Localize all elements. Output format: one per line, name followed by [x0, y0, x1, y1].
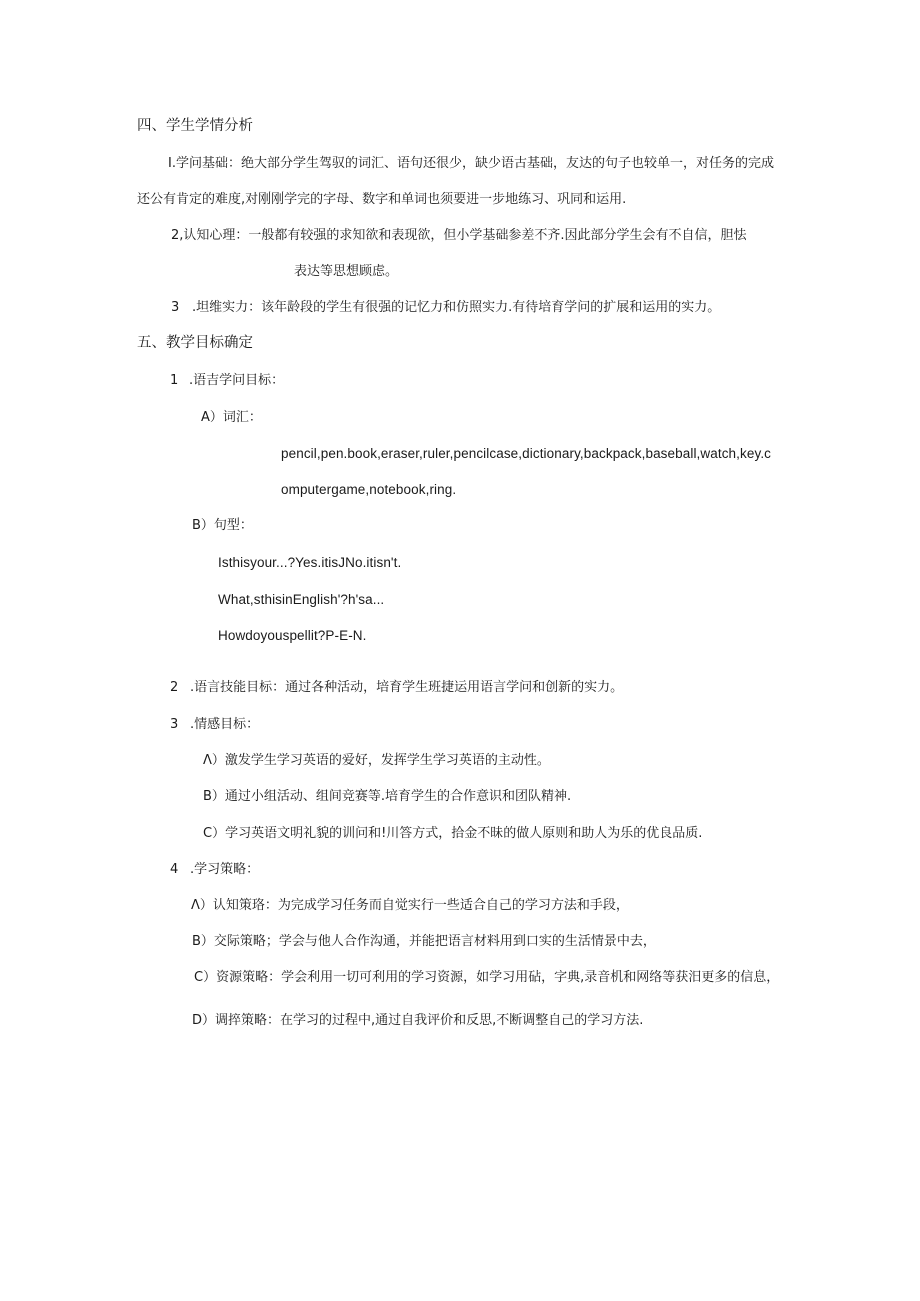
goal-4-item-a: Λ）认知策珞：为完成学习任务而自觉实行一些适合自己的学习方法和手段，: [191, 898, 629, 913]
goal-1-vocabulary-words-line-2: omputergame,notebook,ring.: [281, 482, 457, 497]
goal-3-number: 3: [170, 717, 179, 732]
section-4-heading: 四、学生学情分析: [137, 118, 253, 134]
goal-3-title: .情感目标：: [190, 717, 260, 732]
analysis-item-1-line-2: 还公有肯定的难度,对刚刚学完的字母、数字和单词也须要进一步地练习、巩同和运用.: [137, 192, 627, 207]
goal-1-vocabulary-label: A）词汇：: [201, 410, 262, 425]
sentence-pattern-2: What,sthisinEnglish'?h'sa...: [218, 592, 385, 607]
analysis-item-1-line-1: I.学问基础：绝大部分学生驾驭的词汇、语句还很少，缺少语古基础，友达的句子也较单一，对任务的完成: [168, 156, 774, 171]
goal-4-number: 4: [170, 862, 179, 877]
section-5-heading: 五、教学目标确定: [137, 335, 253, 351]
goal-3-item-a: Λ）激发学生学习英语的爱好，发挥学生学习英语的主动性。: [203, 753, 550, 768]
goal-2-number: 2: [170, 680, 179, 695]
analysis-item-3-text: .坦维实力：该年龄段的学生有很强的记忆力和仿照实力.有待培育学问的扩展和运用的实力。: [192, 300, 721, 315]
sentence-pattern-1: Isthisyour...?Yes.itisJNo.itisn't.: [218, 555, 402, 570]
goal-1-number: 1: [170, 373, 179, 388]
goal-1-title: .语吉学问目标：: [189, 373, 285, 388]
sentence-pattern-3: Howdoyouspellit?P-E-N.: [218, 628, 367, 643]
analysis-item-2-line-2: 表达等思想顾虑。: [294, 264, 399, 279]
analysis-item-3-number: 3: [171, 300, 180, 315]
goal-3-item-b: B）通过小组活动、组间竞赛等.培育学生的合作意识和团队精神.: [203, 789, 572, 804]
goal-1-vocabulary-words-line-1: pencil,pen.book,eraser,ruler,pencilcase,dictionary,backpack,baseball,watch,key.c: [281, 446, 772, 461]
goal-1-sentence-pattern-label: B）句型：: [192, 518, 253, 533]
goal-4-item-b: B）交际策略；学会与他人合作沟通，并能把语言材料用到口实的生活情景中去，: [192, 934, 656, 949]
analysis-item-2-line-1: 2,认知心理：一般都有较强的求知欲和表现欲，但小学基础参差不齐.因此部分学生会有不自信，胆怯: [171, 228, 747, 243]
goal-3-item-c: C）学习英语文明礼貌的训问和!川答方式，拾金不昧的做人原则和助人为乐的优良品质.: [203, 826, 703, 841]
goal-4-item-d: D）调捽策略：在学习的过程中,通过自我评价和反思,不断调整自己的学习方法.: [192, 1013, 644, 1028]
goal-4-item-c: C）资源策略：学会利用一切可利用的学习资源，如学习用砧，字典,录音机和网络等获汨更多的信息，: [194, 970, 780, 985]
goal-2-text: .语言技能目标：通过各种活动，培育学生班捷运用语言学问和创新的实力。: [190, 680, 624, 695]
goal-4-title: .学习策略：: [190, 862, 260, 877]
